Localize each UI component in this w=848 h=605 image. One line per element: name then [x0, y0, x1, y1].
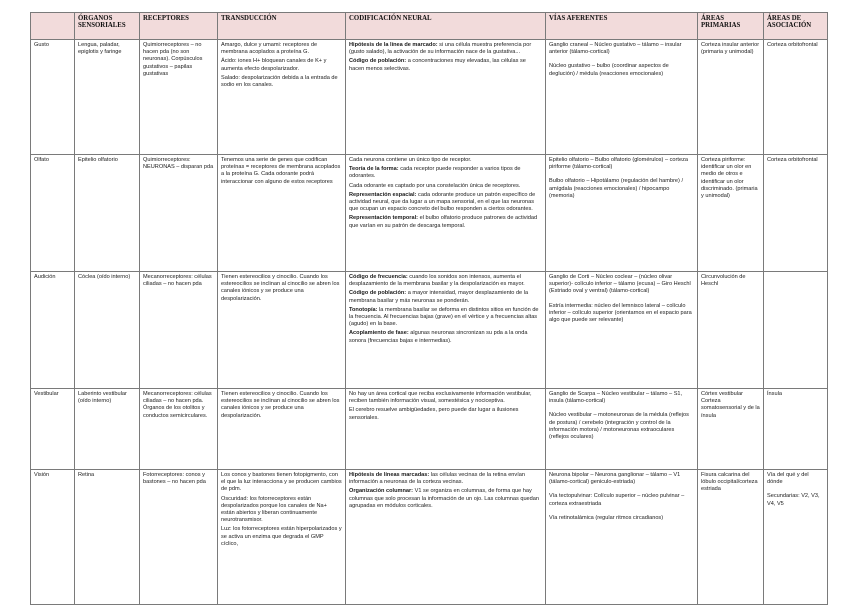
primary-area-cell: Fisura calcarina del lóbulo occipital/corteza estriada [698, 470, 764, 605]
sense-name: Vestibular [31, 389, 75, 470]
transduction-text: Los conos y bastones tienen fotopigmento, con el que la luz interacciona y se producen cambios de pdm. [221, 472, 342, 493]
pathway-text: Ganglio craneal – Núcleo gustativo – tálamo – insular anterior (tálamo-cortical) [549, 42, 682, 56]
coding-text: Cada neurona contiene un único tipo de receptor. [349, 157, 472, 163]
transduction-cell [218, 40, 346, 155]
transduction-cell: Tienen estereocilios y cinocilio. Cuando los estereocilios se inclinan al cinocilio se abren los canales iónicos y se produce una despolarización. [218, 272, 346, 389]
header-organos: ÓRGANOS SENSORIALES [75, 13, 140, 40]
sense-name: Audición [31, 272, 75, 389]
coding-text: V1 se organiza en columnas, de forma que hay columnas que solo procesan la información de un ojo. Las columnas quedan agrupadas en módulos corticales. [349, 488, 539, 509]
table-row-gusto [31, 40, 828, 155]
coding-text: Cada odorante es captado por una constelación única de receptores. [349, 182, 521, 189]
coding-text: cada odorante produce un patrón específico de actividad neural, que da lugar a un mapa sensorial, en el que las neuronas que ocupan un espacio concreto del bulbo responden a ciertos odorantes. [349, 191, 536, 213]
table-row-vision [31, 470, 828, 605]
pathway-text: Ganglio de Scarpa – Núcleo vestibular – tálamo – S1, insula (tálamo-cortical) [549, 391, 683, 405]
header-primarias: ÁREAS PRIMARIAS [698, 13, 764, 40]
primary-area-cell: Circunvolución de Heschl [698, 272, 764, 389]
transduction-text: Amargo, dulce y umami: receptores de membrana acoplados a proteína G. [221, 42, 318, 56]
header-receptores: RECEPTORES [140, 13, 218, 40]
table-row-audicion [31, 272, 828, 389]
coding-term: Código de frecuencia: [349, 274, 408, 280]
pathway-cell [546, 272, 698, 389]
association-area-cell [764, 272, 828, 389]
coding-term: Representación temporal: [349, 215, 419, 222]
receptor-cell: Quimiorreceptores: NEURONAS – disparan pda [140, 155, 218, 272]
sense-name: Olfato [31, 155, 75, 272]
pathway-text: Neurona bipolar – Neurona ganglionar – tálamo – V1 (tálamo-cortical) geniculo-estriada) [549, 472, 681, 486]
pathway-cell [546, 470, 698, 605]
primary-area-cell: Corteza insular anterior (primaria y unimodal) [698, 40, 764, 155]
coding-text: si una célula muestra preferencia por (gusto salado), la activación de su información nace de la gustativa... [349, 42, 532, 56]
organ-cell: Epitelio olfatorio [75, 155, 140, 272]
association-text: Vía del qué y del dónde [767, 472, 809, 486]
pathway-text: Núcleo vestibular – motoneuronas de la médula (reflejos de postura) / cerebelo (integración y control de la información motora) / motoneuronas extraoculares (reflejos oculares) [549, 412, 689, 441]
coding-text: El cerebro resuelve ambigüedades, pero puede dar lugar a ilusiones sensoriales. [349, 407, 519, 421]
primary-area-cell: Corteza piriforme: identificar un olor en medio de otros e identificar un olor discriminado. (primaria y unimodal) [698, 155, 764, 272]
organ-cell: Lengua, paladar, epiglotis y faringe [75, 40, 140, 155]
pathway-text: Ganglio de Corti – Núcleo coclear – (núcleo olivar superior)- colículo inferior – tálamo (ecusa) – Giro Heschl (Estriado oval y ventral) (tálamo-cortical) [549, 274, 691, 295]
transduction-cell: Tenemos una serie de genes que codifican proteínas = receptores de membrana acoplados a la proteína G. Cada odorante podrá interaccionar con alguno de estos receptores [218, 155, 346, 272]
pathway-text: Epitelio olfatorio – Bulbo olfatorio (glomérulos) – corteza piriforme (tálamo-cortical) [549, 157, 688, 171]
coding-term: Organización columnar: [349, 488, 414, 495]
association-area-cell: Corteza orbitofrontal [764, 40, 828, 155]
organ-cell: Retina [75, 470, 140, 605]
pathway-text: Estría intermedia: núcleo del lemnisco lateral – colículo inferior – colículo superior (orientarnos en el espacio para algo que puede ser relevante) [549, 302, 692, 324]
coding-text: cuando los sonidos son intensos, aumenta el desplazamiento de la membrana basilar y la despolarización es mayor. [349, 274, 525, 288]
association-area-cell [764, 470, 828, 605]
pathway-text: Vía tectopulvinar: Colículo superior – núcleo pulvinar – corteza extraestriada [549, 493, 685, 507]
coding-cell [346, 272, 546, 389]
table-row-vestibular [31, 389, 828, 470]
coding-term: Representación espacial: [349, 191, 417, 198]
pathway-cell [546, 40, 698, 155]
coding-text: algunas neuronas sincronizan su pda a la onda sonora (frecuencias bajas e intermedias). [349, 330, 528, 344]
coding-cell [346, 470, 546, 605]
header-codificacion: CODIFICACIÓN NEURAL [346, 13, 546, 40]
pathway-text: Vía retinotalámica (regular ritmos circadianos) [549, 514, 664, 521]
coding-term: Hipótesis de líneas marcadas: [349, 472, 430, 478]
transduction-cell [218, 470, 346, 605]
pathway-cell [546, 389, 698, 470]
organ-cell: Cóclea (oído interno) [75, 272, 140, 389]
coding-term: Tonotopía: [349, 306, 378, 313]
sense-name: Visión [31, 470, 75, 605]
receptor-cell: Mecanorreceptores: células ciliadas – no hacen pda [140, 272, 218, 389]
header-asociacion: ÁREAS DE ASOCIACIÓN [764, 13, 828, 40]
pathway-text: Bulbo olfatorio – Hipotálamo (regulación del hambre) / amígdala (reacciones emocionales) / hipocampo (memoria) [549, 178, 684, 199]
association-area-cell: Corteza orbitofrontal [764, 155, 828, 272]
header-vias: VÍAS AFERENTES [546, 13, 698, 40]
coding-term: Hipótesis de la línea de marcado: [349, 42, 438, 48]
table-row-olfato [31, 155, 828, 272]
sense-name: Gusto [31, 40, 75, 155]
transduction-text: Oscuridad: los fotorreceptores están despolarizados porque los canales de Na+ están abiertos y liberan continuamente neurotransmisor. [221, 495, 327, 524]
coding-text: las células vecinas de la retina envían información a neuronas de la corteza vecinas. [349, 472, 525, 486]
pathway-cell [546, 155, 698, 272]
coding-term: Código de población: [349, 290, 407, 297]
header-row [31, 13, 828, 40]
coding-term: Código de población: [349, 58, 407, 65]
sensory-systems-table [30, 12, 828, 605]
primary-area-cell: Córtex vestibular Corteza somatosensorial y de la ínsula [698, 389, 764, 470]
coding-cell [346, 389, 546, 470]
header-corner [31, 13, 75, 40]
association-text: Secundarias: V2, V3, V4, V5 [767, 493, 820, 507]
coding-text: No hay un área cortical que reciba exclusivamente información vestibular, reciben también información visual, somestésica y nociceptiva. [349, 391, 532, 405]
receptor-cell: Mecanorreceptores: células ciliadas – no hacen pda. Órganos de los otolitos y conductos semicirculares. [140, 389, 218, 470]
coding-term: Teoría de la forma: [349, 166, 399, 173]
association-area-cell: Ínsula [764, 389, 828, 470]
coding-text: la membrana basilar se deforma en distintos sitios en función de la frecuencia. Al frecuencias bajas (grave) en el vértice y a frecuencias altas (agudo) en la base. [349, 306, 539, 328]
receptor-cell: Quimiorreceptores – no hacen pda (no son neuronas). Corpúsculos gustativos – papilas gustativas [140, 40, 218, 155]
coding-text: cada receptor puede responder a varios tipos de odorantes. [349, 166, 521, 180]
coding-cell [346, 155, 546, 272]
coding-term: Acoplamiento de fase: [349, 330, 409, 337]
coding-text: a concentraciones muy elevadas, las células se hacen menos selectivas. [349, 58, 526, 72]
header-transduccion: TRANSDUCCIÓN [218, 13, 346, 40]
pathway-text: Núcleo gustativo – bulbo (coordinar aspectos de deglución) / médula (reacciones emocionales) [549, 63, 669, 77]
transduction-cell: Tienen estereocilios y cinocilio. Cuando los estereocilios se inclinan al cinocilio se abren los canales iónicos y se produce una despolarización. [218, 389, 346, 470]
transduction-text: Luz: los fotorreceptores están hiperpolarizados y se activa un enzima que degrada el GMP cíclico, [221, 526, 342, 547]
coding-text: el bulbo olfatorio produce patrones de actividad que varían en su patrón de descarga temporal. [349, 215, 538, 229]
transduction-text: Salado: despolarización debida a la entrada de sodio en los canales. [221, 74, 338, 89]
transduction-text: Ácido: iones H+ bloquean canales de K+ y aumenta efecto despolarizador. [221, 58, 327, 72]
coding-text: a mayor intensidad, mayor desplazamiento de la membrana basilar y más neuronas se ponderán. [349, 290, 529, 304]
organ-cell: Laberinto vestibular (oído interno) [75, 389, 140, 470]
receptor-cell: Fotorreceptores: conos y bastones – no hacen pda [140, 470, 218, 605]
coding-cell [346, 40, 546, 155]
